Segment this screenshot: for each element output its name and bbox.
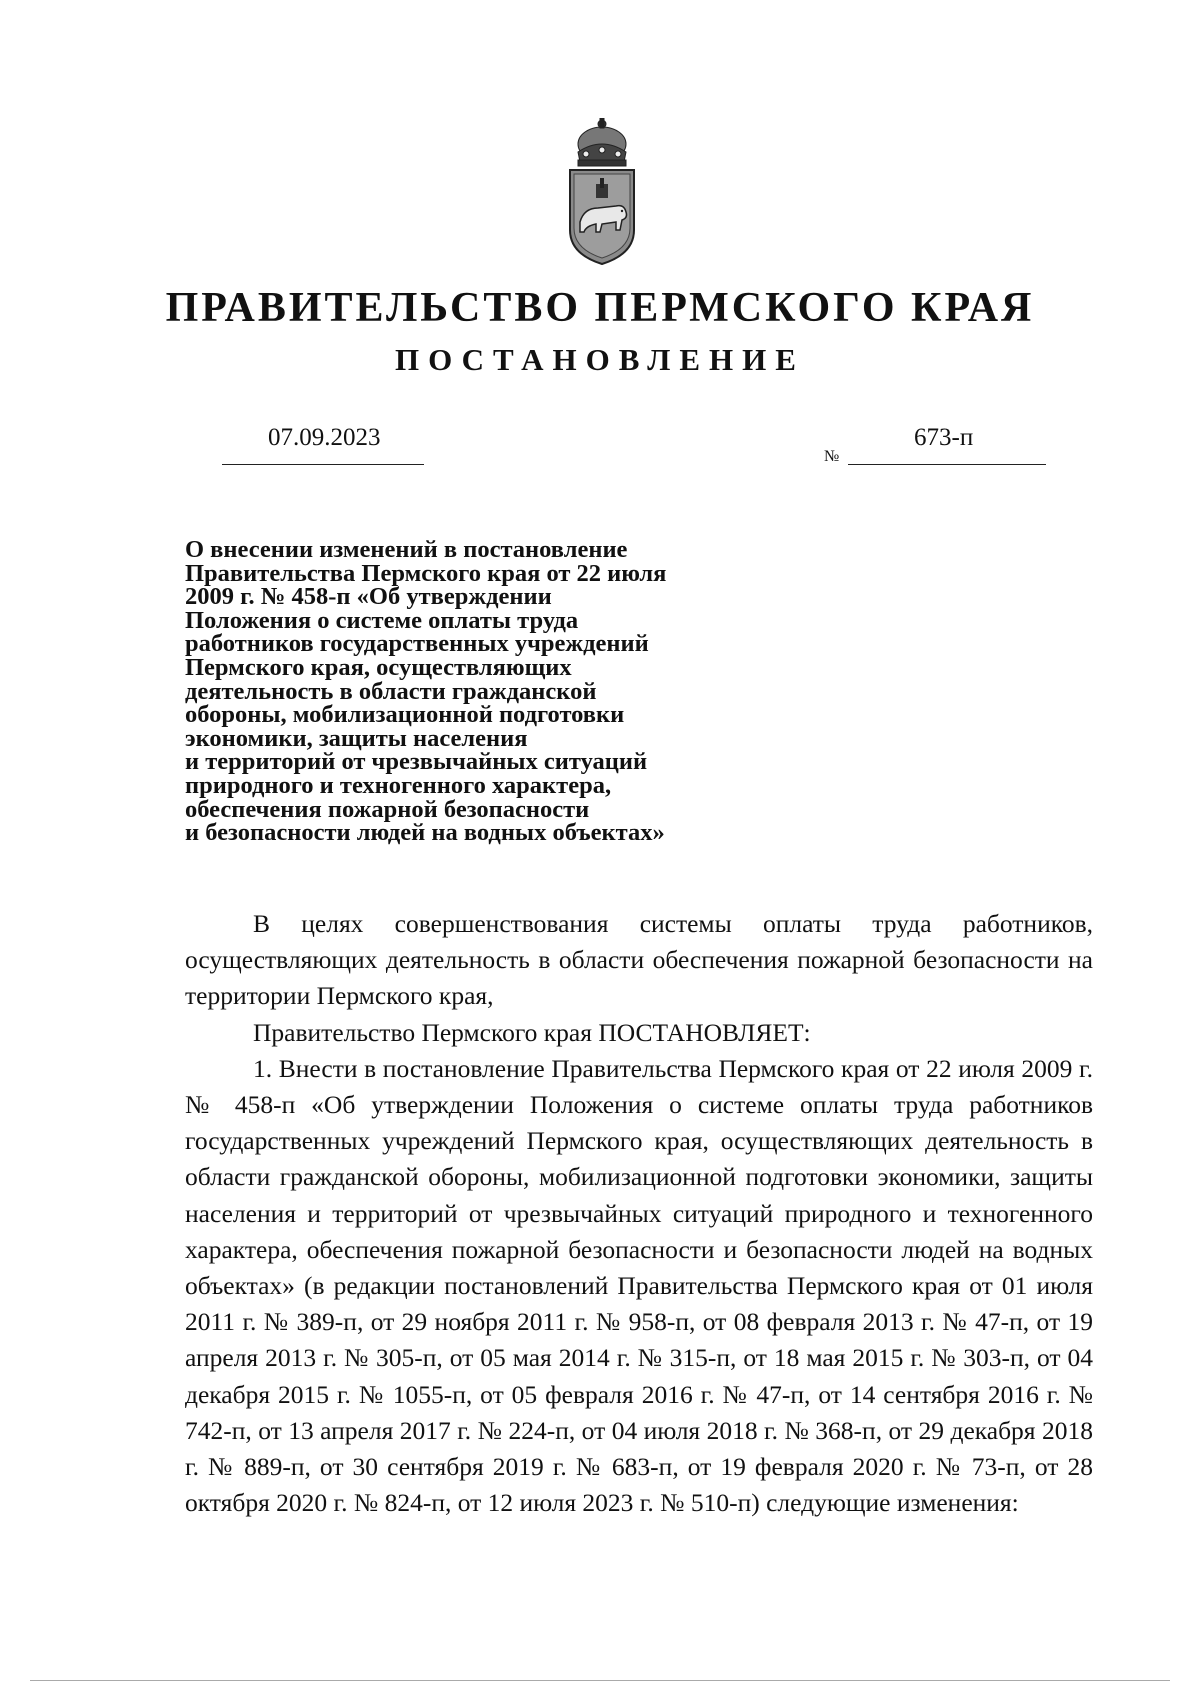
page-bottom-edge bbox=[30, 1680, 1170, 1681]
document-body bbox=[185, 906, 1093, 1521]
heading-line: работников государственных учреждений bbox=[185, 630, 649, 658]
heading-line: и безопасности людей на водных объектах» bbox=[185, 819, 665, 847]
document-date: 07.09.2023 bbox=[268, 424, 381, 451]
heading-line: Правительства Пермского края от 22 июля bbox=[185, 559, 667, 587]
heading-line: природного и техногенного характера, bbox=[185, 771, 612, 799]
body-paragraph-item-1: 1. Внести в постановление Правительства Пермского края от 22 июля 2009 г. № 458-п «Об утверждении Положения о системе оплаты труда работников государственных учреждений Пермского края, осуществляющих деятельность в области гражданской обороны, мобилизационной подготовки экономики, защиты населения и территорий от чрезвычайных ситуаций природного и техногенного характера, обеспечения пожарной безопасности и безопасности людей на водных объектах» (в редакции постановлений Правительства Пермского края от 01 июля 2011 г. № 389-п, от 29 ноября 2011 г. № 958-п, от 08 февраля 2013 г. № 47-п, от 19 апреля 2013 г. № 305-п, от 05 мая 2014 г. № 315-п, от 18 мая 2015 г. № 303-п, от 04 декабря 2015 г. № 1055-п, от 05 февраля 2016 г. № 47-п, от 14 сентября 2016 г. № 742-п, от 13 апреля 2017 г. № 224-п, от 04 июля 2018 г. № 368-п, от 29 декабря 2018 г. № 889-п, от 30 сентября 2019 г. № 683-п, от 19 февраля 2020 г. № 73-п, от 28 октября 2020 г. № 824-п, от 12 июля 2023 г. № 510-п) следующие изменения: bbox=[185, 1053, 1093, 1518]
body-paragraph-purpose: В целях совершенствования системы оплаты труда работников, осуществляющих деятельность в области обеспечения пожарной безопасности на территории Пермского края, bbox=[185, 909, 1093, 1011]
heading-line: Положения о системе оплаты труда bbox=[185, 606, 579, 634]
date-underline bbox=[222, 464, 424, 465]
heading-line: деятельность в области гражданской bbox=[185, 677, 597, 705]
number-underline bbox=[848, 464, 1046, 465]
government-title: ПРАВИТЕЛЬСТВО ПЕРМСКОГО КРАЯ bbox=[165, 285, 1035, 331]
document-heading bbox=[185, 538, 745, 845]
heading-line: обороны, мобилизационной подготовки bbox=[185, 701, 625, 729]
coat-of-arms-emblem bbox=[562, 118, 642, 268]
body-paragraph-resolves: Правительство Пермского края ПОСТАНОВЛЯЕТ: bbox=[253, 1017, 811, 1047]
document-number: 673-п bbox=[914, 424, 974, 451]
document-type: ПОСТАНОВЛЕНИЕ bbox=[395, 342, 805, 377]
heading-line: Пермского края, осуществляющих bbox=[185, 653, 572, 681]
heading-line: экономики, защиты населения bbox=[185, 724, 528, 752]
heading-line: и территорий от чрезвычайных ситуаций bbox=[185, 748, 648, 776]
heading-line: О внесении изменений в постановление bbox=[185, 536, 628, 563]
heading-line: обеспечения пожарной безопасности bbox=[185, 795, 590, 823]
heading-line: 2009 г. № 458-п «Об утверждении bbox=[185, 583, 552, 611]
number-sign: № bbox=[824, 448, 840, 465]
